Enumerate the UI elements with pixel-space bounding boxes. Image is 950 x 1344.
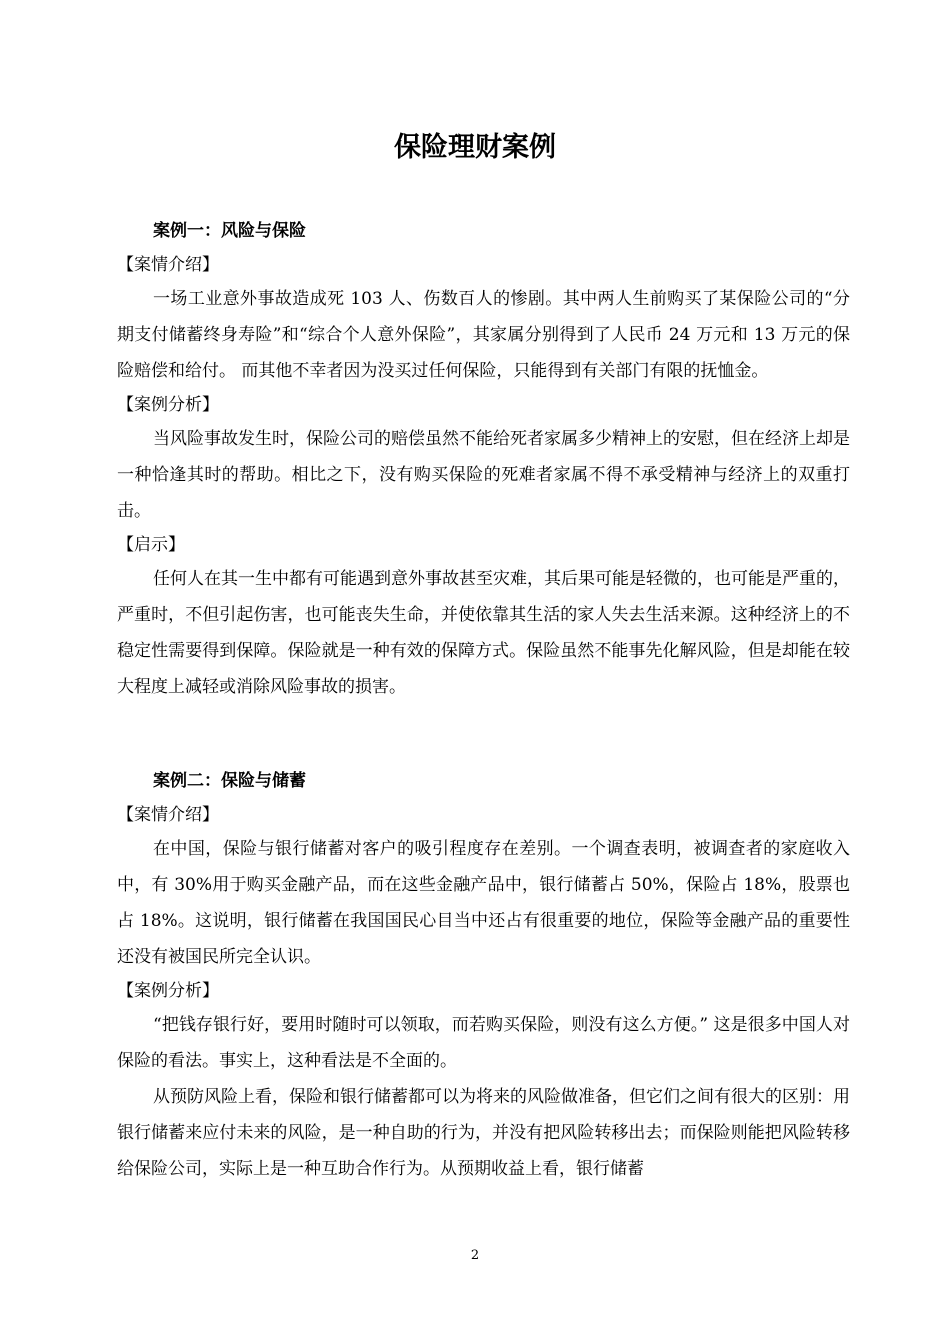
paragraph-intro: 一场工业意外事故造成死 103 人、伤数百人的惨剧。其中两人生前购买了某保险公司的“分期支付储蓄终身寿险”和“综合个人意外保险”，其家属分别得到了人民币 24 万元和 13 万元的保险赔偿和给付。 而其他不幸者因为没买过任何保险，只能得到有关部门有限的抚恤金。 (117, 289, 850, 381)
section-label-intro: 【案情介绍】 (117, 805, 219, 825)
case-heading: 案例二：保险与储蓄 (153, 771, 306, 791)
case-section-2 (117, 763, 850, 1187)
section-label-intro: 【案情介绍】 (117, 255, 219, 275)
page-number: 2 (470, 1248, 480, 1263)
document-body (117, 213, 850, 1187)
page-title: 保险理财案例 (394, 132, 556, 163)
paragraph-intro: 在中国，保险与银行储蓄对客户的吸引程度存在差别。一个调查表明，被调查者的家庭收入中，有 30%用于购买金融产品，而在这些金融产品中，银行储蓄占 50%，保险占 18%，股票也占 18%。这说明，银行储蓄在我国国民心目当中还占有很重要的地位，保险等金融产品的重要性还没有被国民所完全认识。 (117, 839, 850, 967)
paragraph-analysis: “把钱存银行好，要用时随时可以领取，而若购买保险，则没有这么方便。” 这是很多中国人对保险的看法。事实上，这种看法是不全面的。 (117, 1015, 850, 1071)
case-heading: 案例一：风险与保险 (153, 221, 306, 241)
paragraph-lesson: 任何人在其一生中都有可能遇到意外事故甚至灾难，其后果可能是轻微的，也可能是严重的，严重时，不但引起伤害，也可能丧失生命，并使依靠其生活的家人失去生活来源。这种经济上的不稳定性需要得到保障。保险就是一种有效的保障方式。保险虽然不能事先化解风险，但是却能在较大程度上减轻或消除风险事故的损害。 (117, 569, 850, 697)
section-label-lesson: 【启示】 (117, 535, 185, 555)
section-label-analysis: 【案例分析】 (117, 395, 219, 415)
section-spacer (117, 705, 850, 763)
paragraph-comparison: 从预防风险上看，保险和银行储蓄都可以为将来的风险做准备，但它们之间有很大的区别：用银行储蓄来应付未来的风险，是一种自助的行为，并没有把风险转移出去；而保险则能把风险转移给保险公司，实际上是一种互助合作行为。从预期收益上看，银行储蓄 (117, 1087, 850, 1179)
case-section-1 (117, 213, 850, 705)
paragraph-analysis: 当风险事故发生时，保险公司的赔偿虽然不能给死者家属多少精神上的安慰，但在经济上却是一种恰逢其时的帮助。相比之下，没有购买保险的死难者家属不得不承受精神与经济上的双重打击。 (117, 429, 850, 521)
section-label-analysis: 【案例分析】 (117, 981, 219, 1001)
